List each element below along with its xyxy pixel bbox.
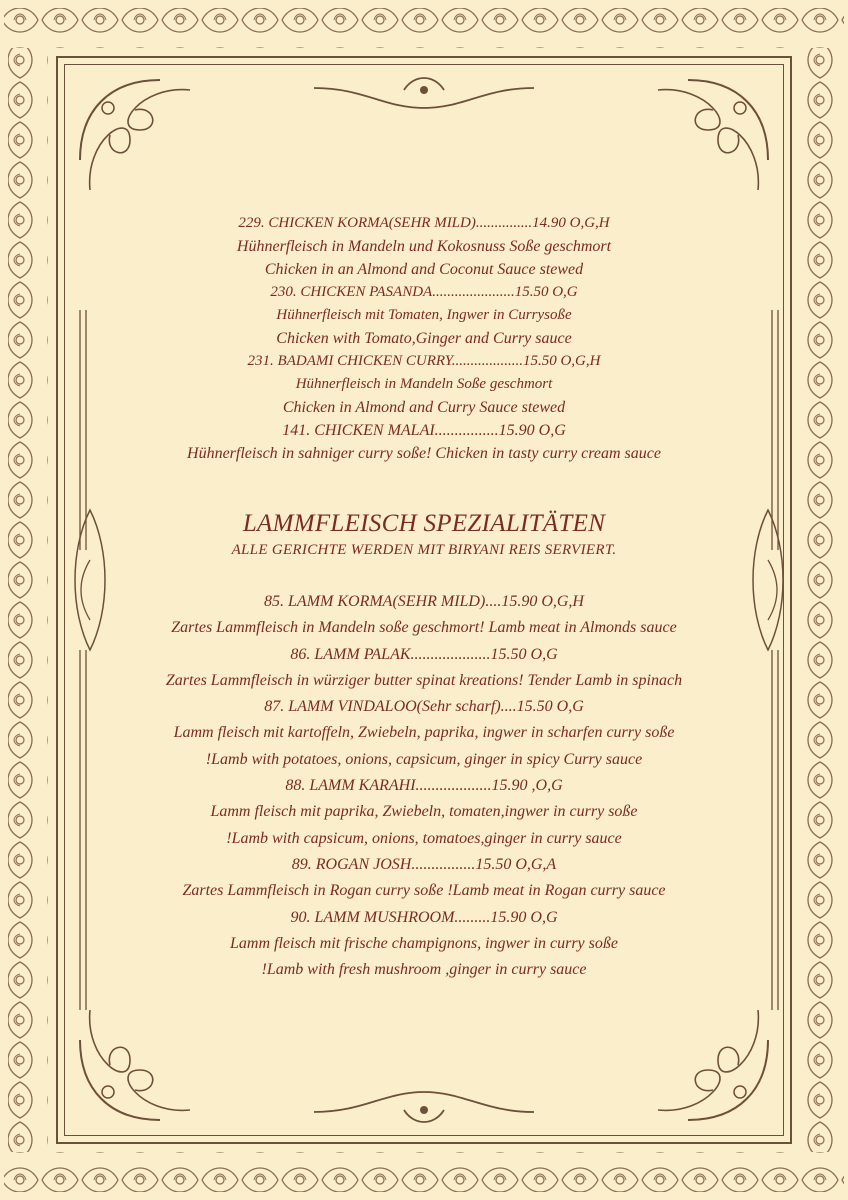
- corner-flourish-top-right: [618, 70, 778, 230]
- dish-title: 86. LAMM PALAK....................15.50 O,G: [290, 645, 558, 663]
- dish-title: 85. LAMM KORMA(SEHR MILD)....15.90 O,G,H: [264, 593, 584, 610]
- dish-title: 88. LAMM KARAHI...................15.90 ,O,G: [285, 777, 563, 795]
- dish-description-en: Chicken in an Almond and Coconut Sauce stewed: [264, 261, 584, 278]
- dish-description-en: !Lamb with capsicum, onions, tomatoes,ginger in curry sauce: [226, 829, 622, 847]
- dish-title: 230. CHICKEN PASANDA......................15.50 O,G: [270, 284, 578, 300]
- dish-title: 141. CHICKEN MALAI................15.90 O,G: [282, 422, 566, 439]
- dish-description: Zartes Lammfleisch in Mandeln soße geschmort! Lamb meat in Almonds sauce: [171, 619, 677, 637]
- dish-description: Zartes Lammfleisch in Rogan curry soße !Lamb meat in Rogan curry sauce: [182, 882, 666, 900]
- section-heading: LAMMFLEISCH SPEZIALITÄTEN: [242, 510, 606, 537]
- menu-content: [100, 212, 748, 983]
- dish-description: Hühnerfleisch in sahniger curry soße! Chicken in tasty curry cream sauce: [187, 445, 661, 462]
- dish-description-de: Lamm fleisch mit kartoffeln, Zwiebeln, paprika, ingwer in scharfen curry soße: [173, 724, 675, 742]
- lamb-section: [100, 589, 748, 983]
- dish-description-de: Lamm fleisch mit frische champignons, ingwer in curry soße: [230, 934, 618, 952]
- dish-title: 90. LAMM MUSHROOM.........15.90 O,G: [290, 908, 558, 926]
- right-side-ornament: [748, 310, 788, 1030]
- dish-description-de: Hühnerfleisch in Mandeln und Kokosnuss Soße geschmort: [236, 238, 612, 255]
- dish-description-en: Chicken in Almond and Curry Sauce stewed: [282, 399, 566, 416]
- corner-flourish-top-left: [70, 70, 230, 230]
- bottom-center-ornament: [304, 1082, 544, 1132]
- dish-description-en: !Lamb with potatoes, onions, capsicum, ginger in spicy Curry sauce: [205, 750, 643, 768]
- dish-title: 87. LAMM VINDALOO(Sehr scharf)....15.50 O,G: [264, 698, 584, 716]
- section-subheading: ALLE GERICHTE WERDEN MIT BIRYANI REIS SERVIERT.: [231, 542, 617, 558]
- dish-title: 231. BADAMI CHICKEN CURRY...................15.50 O,G,H: [247, 353, 601, 369]
- dish-title: 89. ROGAN JOSH................15.50 O,G,A: [291, 855, 557, 873]
- dish-description-de: Hühnerfleisch in Mandeln Soße geschmort: [295, 376, 553, 392]
- dish-description-en: Chicken with Tomato,Ginger and Curry sauce: [276, 330, 572, 347]
- dish-description: Zartes Lammfleisch in würziger butter spinat kreations! Tender Lamb in spinach: [165, 671, 683, 689]
- dish-description-de: Hühnerfleisch mit Tomaten, Ingwer in Currysoße: [276, 307, 572, 323]
- top-center-ornament: [304, 68, 544, 118]
- chicken-section: [100, 212, 748, 465]
- dish-description-de: Lamm fleisch mit paprika, Zwiebeln, tomaten,ingwer in curry soße: [210, 803, 638, 821]
- dish-title: 229. CHICKEN KORMA(SEHR MILD)...............14.90 O,G,H: [238, 215, 610, 231]
- dish-description-en: !Lamb with fresh mushroom ,ginger in curry sauce: [261, 961, 587, 979]
